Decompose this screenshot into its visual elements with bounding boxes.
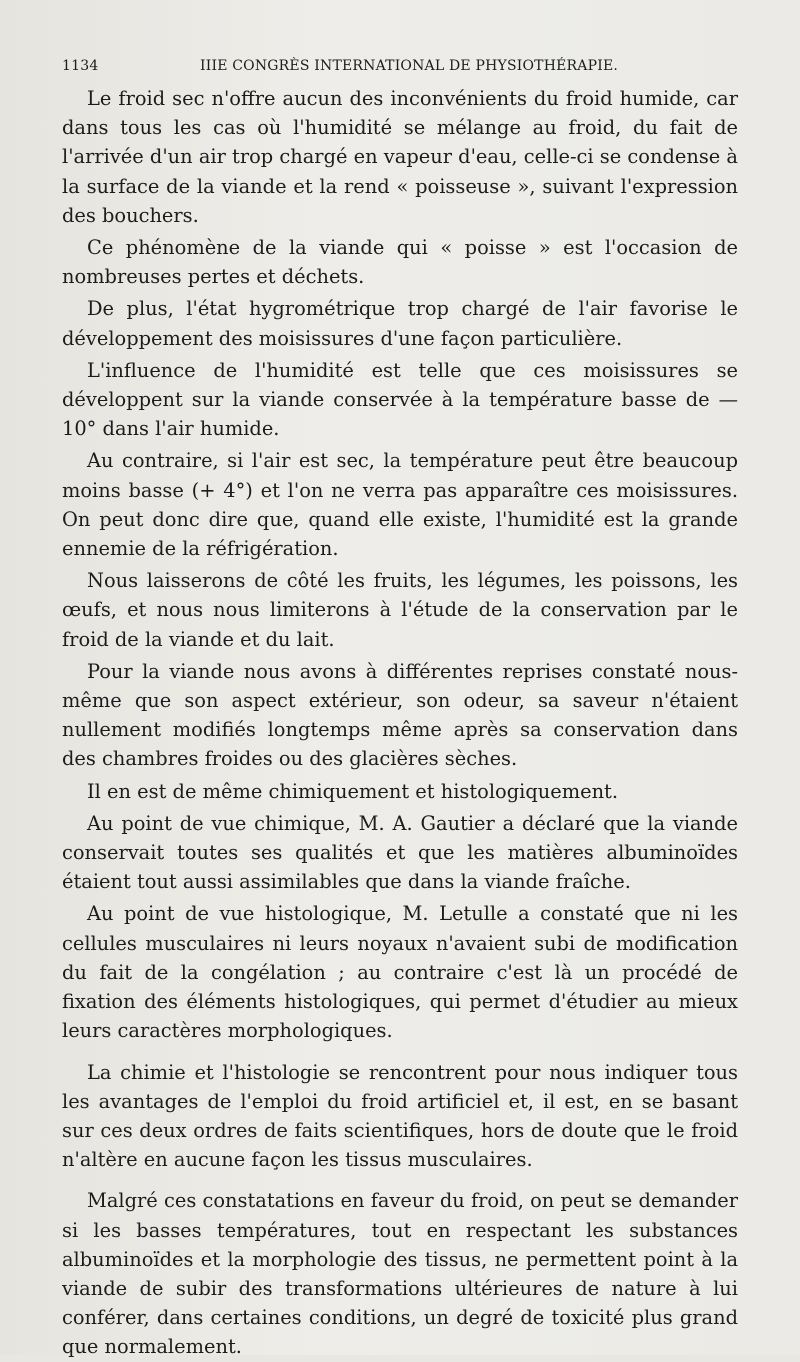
page-number: 1134 (62, 58, 99, 74)
page-header (62, 58, 738, 82)
paragraph: Au point de vue histologique, M. Letulle a constaté que ni les cellules musculaires ni leurs noyaux n'avaient subi de modification du fait de la congélation ; au contraire c'est là un procédé de fixation des éléments histologiques, qui permet d'étudier au mieux leurs caractères morphologiques. (62, 902, 738, 1043)
running-head: IIIE CONGRÈS INTERNATIONAL DE PHYSIOTHÉRAPIE. (200, 58, 619, 74)
paragraph: Malgré ces constatations en faveur du froid, on peut se demander si les basses températures, tout en respectant les substances albuminoïdes et la morphologie des tissus, ne permettent point à la viande de subir des transformations ultérieures de nature à lui conférer, dans certaines conditions, un degré de toxicité plus grand que normalement. (62, 1189, 738, 1359)
paragraph: Il en est de même chimiquement et histologiquement. (87, 779, 619, 803)
paragraph: Le froid sec n'offre aucun des inconvénients du froid humide, car dans tous les cas où l'humidité se mélange au froid, du fait de l'arrivée d'un air trop chargé en vapeur d'eau, celle-ci se condense à la surface de la viande et la rend « poisseuse », suivant l'expression des bouchers. (62, 87, 738, 227)
paragraph: De plus, l'état hygrométrique trop chargé de l'air favorise le développement des moisissures d'une façon particulière. (62, 297, 738, 350)
paragraph: Pour la viande nous avons à différentes reprises constaté nous-même que son aspect extérieur, son odeur, sa saveur n'étaient nullement modifiés longtemps même après sa conservation dans des chambres froides ou des glacières sèches. (62, 659, 738, 771)
paragraph: La chimie et l'histologie se rencontrent pour nous indiquer tous les avantages de l'emploi du froid artificiel et, il est, en se basant sur ces deux ordres de faits scientifiques, hors de doute que le froid n'altère en aucune façon les tissus musculaires. (62, 1060, 738, 1172)
paragraph: Au contraire, si l'air est sec, la température peut être beaucoup moins basse (+ 4°) et l'on ne verra pas apparaître ces moisissures. On peut donc dire que, quand elle existe, l'humidité est la grande ennemie de la réfrigération. (62, 449, 738, 561)
paragraph: Nous laisserons de côté les fruits, les légumes, les poissons, les œufs, et nous nous limiterons à l'étude de la conservation par le froid de la viande et du lait. (62, 569, 738, 651)
paragraph: Ce phénomène de la viande qui « poisse » est l'occasion de nombreuses pertes et déchets. (62, 236, 738, 289)
paragraph: L'influence de l'humidité est telle que ces moisissures se développent sur la viande conservée à la température basse de — 10° dans l'air humide. (62, 358, 738, 441)
paragraph: Au point de vue chimique, M. A. Gautier a déclaré que la viande conservait toutes ses qualités et que les matières albuminoïdes étaient tout aussi assimilables que dans la viande fraîche. (62, 811, 738, 894)
body-text (62, 84, 738, 1362)
